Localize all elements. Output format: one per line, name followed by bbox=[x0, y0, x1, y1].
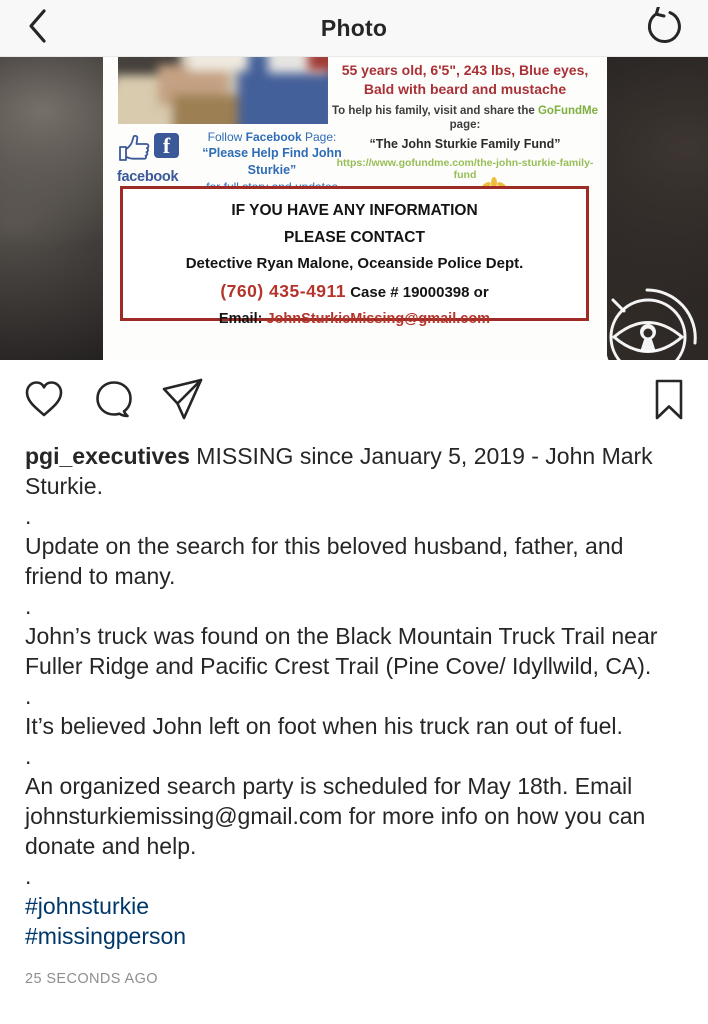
rotate-counterclockwise-icon bbox=[644, 7, 684, 52]
share-button[interactable] bbox=[160, 377, 204, 421]
gofundme-url: https://www.gofundme.com/the-john-sturkie-family-fund bbox=[336, 157, 594, 181]
comment-button[interactable] bbox=[92, 377, 136, 421]
caption-paragraph: . bbox=[25, 593, 32, 619]
flyer-description bbox=[329, 61, 601, 99]
facebook-line2: “Please Help Find John Sturkie” bbox=[202, 146, 342, 177]
post-timestamp: 25 SECONDS AGO bbox=[25, 971, 158, 987]
caption-paragraph: . bbox=[25, 683, 32, 709]
phone-number: (760) 435-4911 bbox=[220, 280, 347, 301]
contact-email-line: Email: JohnSturkieMissing@gmail.com bbox=[218, 311, 491, 327]
facebook-line1: Follow Facebook Page: bbox=[207, 130, 337, 144]
like-button[interactable] bbox=[22, 377, 66, 421]
hashtag-link[interactable]: #johnsturkie bbox=[25, 893, 150, 919]
bookmark-icon bbox=[647, 408, 691, 425]
gofundme-brand-word: GoFundMe bbox=[537, 105, 599, 117]
post-photo[interactable] bbox=[0, 57, 708, 360]
post-action-bar bbox=[0, 360, 708, 443]
back-chevron-icon bbox=[27, 8, 49, 49]
contact-line3: Detective Ryan Malone, Oceanside Police Dept. bbox=[185, 255, 524, 272]
facebook-f-icon: f bbox=[154, 133, 179, 158]
caption-paragraph: Update on the search for this beloved husband, father, and friend to many. bbox=[25, 533, 624, 589]
post-caption bbox=[25, 441, 673, 994]
eye-globe-watermark-icon bbox=[600, 218, 708, 360]
comment-bubble-icon bbox=[92, 408, 136, 425]
back-button[interactable] bbox=[18, 8, 58, 48]
paper-plane-icon bbox=[160, 408, 204, 425]
heart-icon bbox=[22, 408, 66, 425]
facebook-wordmark: facebook bbox=[117, 169, 179, 185]
page-title: Photo bbox=[320, 14, 388, 41]
fund-name: “The John Sturkie Family Fund” bbox=[369, 137, 561, 151]
caption-paragraph: . bbox=[25, 503, 32, 529]
contact-email: JohnSturkieMissing@gmail.com bbox=[266, 311, 491, 327]
rotate-button[interactable] bbox=[642, 7, 686, 51]
top-nav-bar bbox=[0, 0, 708, 57]
hashtag-link[interactable]: #missingperson bbox=[25, 923, 187, 949]
caption-paragraph: It’s believed John left on foot when his truck ran out of fuel. bbox=[25, 713, 623, 739]
gofundme-intro: To help his family, visit and share the GoFundMe page: bbox=[331, 105, 599, 131]
flyer-description-line1: 55 years old, 6'5", 243 lbs, Blue eyes, bbox=[341, 62, 589, 78]
caption-first-line bbox=[25, 441, 673, 501]
contact-line1: IF YOU HAVE ANY INFORMATION bbox=[231, 202, 478, 219]
facebook-logo bbox=[117, 133, 183, 185]
contact-phone-line bbox=[123, 278, 586, 307]
save-button[interactable] bbox=[647, 377, 691, 421]
caption-text: MISSING since January 5, 2019 - John Mark Sturkie. bbox=[25, 443, 653, 499]
caption-paragraph: . bbox=[25, 743, 32, 769]
flyer-description-line2: Bald with beard and mustache bbox=[363, 81, 567, 97]
missing-person-flyer bbox=[103, 57, 607, 360]
case-number: Case # 19000398 or bbox=[346, 283, 489, 301]
username[interactable]: pgi_executives bbox=[25, 443, 190, 469]
caption-paragraph: An organized search party is scheduled for May 18th. Email johnsturkiemissing@gmail.com for more info on how you can donate and help. bbox=[25, 773, 646, 859]
contact-info-box bbox=[120, 186, 589, 327]
caption-paragraph: . bbox=[25, 863, 32, 889]
caption-paragraph: John’s truck was found on the Black Mountain Truck Trail near Fuller Ridge and Pacific Crest Trail (Pine Cove/ Idyllwild, CA). bbox=[25, 623, 658, 679]
flyer-person-photo bbox=[118, 57, 328, 124]
contact-line2: PLEASE CONTACT bbox=[284, 228, 425, 246]
